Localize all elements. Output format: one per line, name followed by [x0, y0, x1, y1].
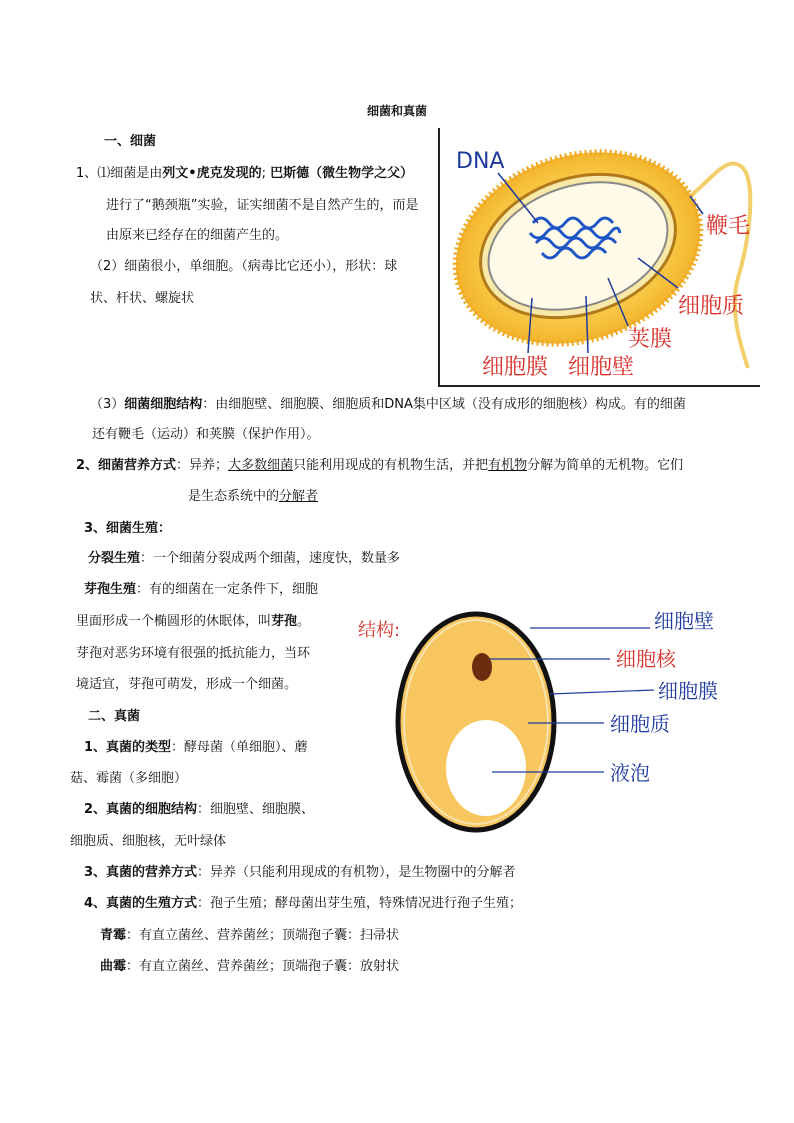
para-spore-line3: 芽孢对恶劣环境有很强的抵抗能力，当环	[76, 646, 311, 661]
para-aspergillus: 曲霉：有直立菌丝、营养菌丝；顶端孢子囊：放射状	[100, 959, 400, 974]
yeast-label-nucleus: 细胞核	[616, 647, 676, 671]
para-discovery-line3: 由原来已经存在的细菌产生的。	[106, 228, 289, 243]
yeast-vacuole-shape	[446, 720, 526, 816]
bacteria-diagram-svg	[438, 128, 760, 388]
para-penicillium: 青霉：有直立菌丝、营养菌丝；顶端孢子囊：扫帚状	[100, 928, 400, 943]
para-spore: 芽孢生殖：有的细菌在一定条件下，细胞	[84, 582, 319, 597]
yeast-caption: 结构:	[358, 620, 401, 641]
para-size-shape: （2）细菌很小，单细胞。（病毒比它还小），形状：球	[90, 259, 398, 274]
para-nutrition: 2、细菌营养方式：异养；大多数细菌只能利用现成的有机物生活，并把有机物分解为简单的无机物。它们	[76, 458, 684, 473]
para-fungi-nutrition: 3、真菌的营养方式：异养（只能利用现成的有机物），是生物圈中的分解者	[84, 865, 516, 880]
yeast-label-cytoplasm: 细胞质	[610, 712, 670, 736]
label-capsule: 荚膜	[628, 327, 673, 352]
bacteria-diagram	[438, 128, 760, 388]
page-title: 细菌和真菌	[366, 104, 427, 118]
yeast-diagram-svg	[352, 600, 752, 840]
section-heading-fungi: 二、真菌	[88, 709, 141, 724]
para-spore-line2: 里面形成一个椭圆形的休眠体，叫芽孢。	[76, 614, 311, 629]
para-fission: 分裂生殖：一个细菌分裂成两个细菌，速度快，数量多	[88, 551, 401, 566]
yeast-label-wall: 细胞壁	[654, 609, 714, 633]
yeast-label-membrane: 细胞膜	[658, 679, 718, 703]
para-discovery-line2: 进行了“鹅颈瓶”实验，证实细菌不是自然产生的，而是	[106, 198, 419, 213]
flagellum	[688, 163, 750, 368]
para-fungi-types-line2: 菇、霉菌（多细胞）	[70, 771, 188, 786]
label-membrane: 细胞膜	[482, 355, 549, 380]
para-fungi-structure-line2: 细胞质、细胞核，无叶绿体	[70, 834, 227, 849]
label-cytoplasm: 细胞质	[678, 294, 745, 319]
para-fungi-structure: 2、真菌的细胞结构：细胞壁、细胞膜、	[84, 802, 315, 817]
para-nutrition-line2: 是生态系统中的分解者	[188, 489, 319, 504]
section-heading-bacteria: 一、细菌	[104, 134, 157, 149]
label-flagellum: 鞭毛	[706, 214, 751, 239]
label-wall: 细胞壁	[568, 355, 635, 380]
para-spore-line4: 境适宜，芽孢可萌发，形成一个细菌。	[76, 677, 298, 692]
yeast-diagram	[352, 600, 752, 840]
para-discovery: 1、⑴细菌是由列文•虎克发现的; 巴斯德（微生物学之父）	[76, 166, 414, 181]
reproduction-heading: 3、细菌生殖：	[84, 521, 172, 536]
para-size-shape-line2: 状、杆状、螺旋状	[90, 291, 195, 306]
para-fungi-types: 1、真菌的类型：酵母菌（单细胞）、蘑	[84, 740, 308, 755]
label-dna: DNA	[456, 149, 505, 174]
yeast-label-vacuole: 液泡	[610, 761, 650, 785]
para-structure-line2: 还有鞭毛（运动）和荚膜（保护作用）。	[92, 427, 320, 442]
para-structure: （3）细菌细胞结构：由细胞壁、细胞膜、细胞质和DNA集中区域（没有成形的细胞核）构成。有的细菌	[90, 397, 686, 412]
yeast-nucleus-shape	[472, 653, 492, 681]
para-fungi-reproduction: 4、真菌的生殖方式：孢子生殖；酵母菌出芽生殖，特殊情况进行孢子生殖；	[84, 896, 523, 911]
